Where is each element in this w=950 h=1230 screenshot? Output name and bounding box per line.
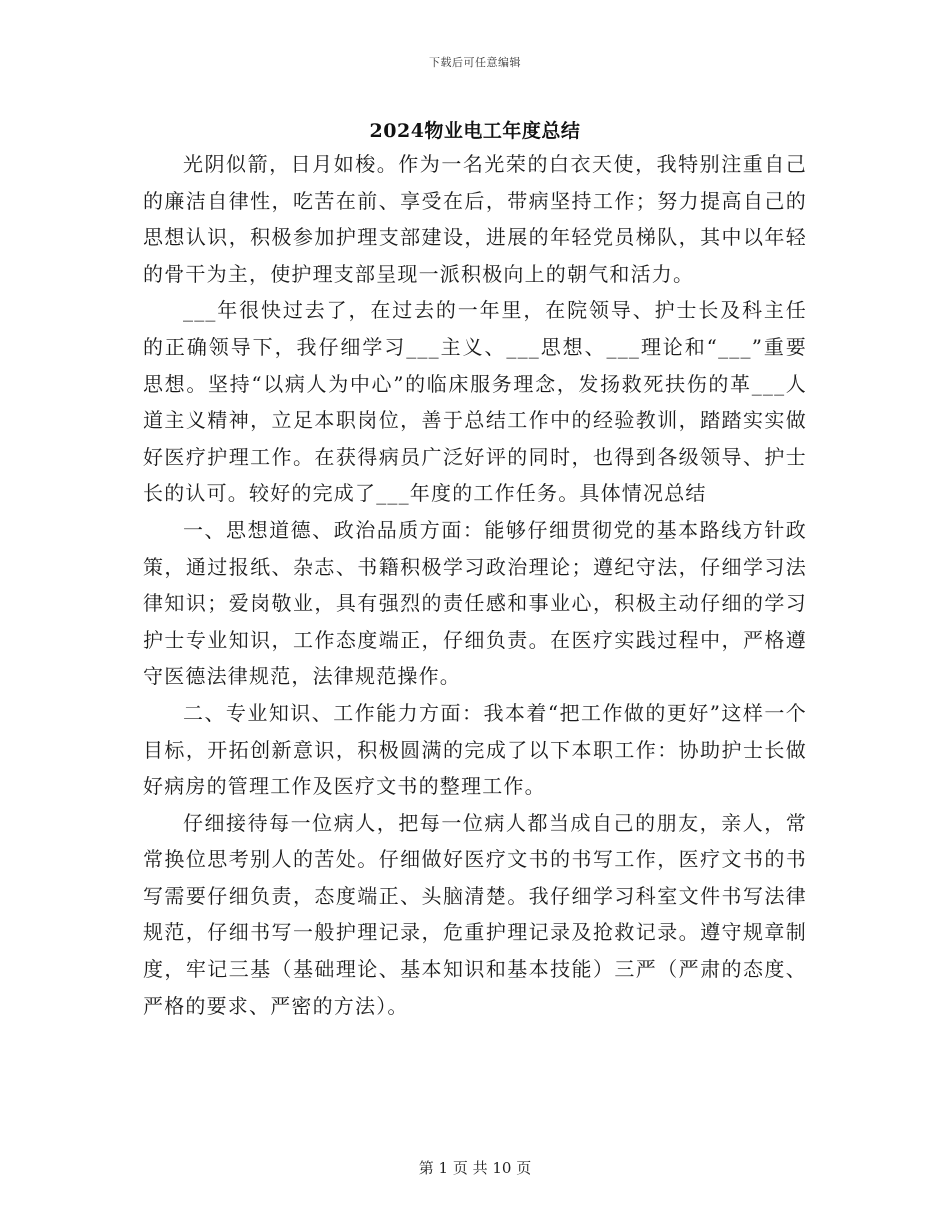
document-body: [143, 146, 807, 1024]
paragraph-patient-care: 仔细接待每一位病人，把每一位病人都当成自己的朋友，亲人，常常换位思考别人的苦处。仔细做好医疗文书的书写工作，医疗文书的书写需要仔细负责，态度端正、头脑清楚。我仔细学习科室文件书写法律规范，仔细书写一般护理记录，危重护理记录及抢救记录。遵守规章制度，牢记三基（基础理论、基本知识和基本技能）三严（严肃的态度、严格的要求、严密的方法）。: [143, 810, 807, 1018]
paragraph-professional: 二、专业知识、工作能力方面：我本着“把工作做的更好”这样一个目标，开拓创新意识，积极圆满的完成了以下本职工作：协助护士长做好病房的管理工作及医疗文书的整理工作。: [143, 700, 807, 799]
document-title: 2024物业电工年度总结: [369, 120, 581, 142]
paragraph-year-review: ___年很快过去了，在过去的一年里，在院领导、护士长及科主任的正确领导下，我仔细学习___主义、___思想、___理论和“___”重要思想。坚持“以病人为中心”的临床服务理念，发扬救死扶伤的革___人道主义精神，立足本职岗位，善于总结工作中的经验教训，踏踏实实做好医疗护理工作。在获得病员广泛好评的同时，也得到各级领导、护士长的认可。较好的完成了___年度的工作任务。具体情况总结: [143, 298, 807, 506]
paragraph-ideology: 一、思想道德、政治品质方面：能够仔细贯彻党的基本路线方针政策，通过报纸、杂志、书籍积极学习政治理论；遵纪守法，仔细学习法律知识；爱岗敬业，具有强烈的责任感和事业心，积极主动仔细的学习护士专业知识，工作态度端正，仔细负责。在医疗实践过程中，严格遵守医德法律规范，法律规范操作。: [143, 517, 807, 689]
page-number: 第 1 页 共 10 页: [418, 1159, 532, 1177]
paragraph-intro: 光阴似箭，日月如梭。作为一名光荣的白衣天使，我特别注重自己的廉洁自律性，吃苦在前、享受在后，带病坚持工作；努力提高自己的思想认识，积极参加护理支部建设，进展的年轻党员梯队，其中以年轻的骨干为主，使护理支部呈现一派积极向上的朝气和活力。: [143, 152, 807, 286]
page-header-note: 下载后可任意编辑: [429, 56, 521, 69]
